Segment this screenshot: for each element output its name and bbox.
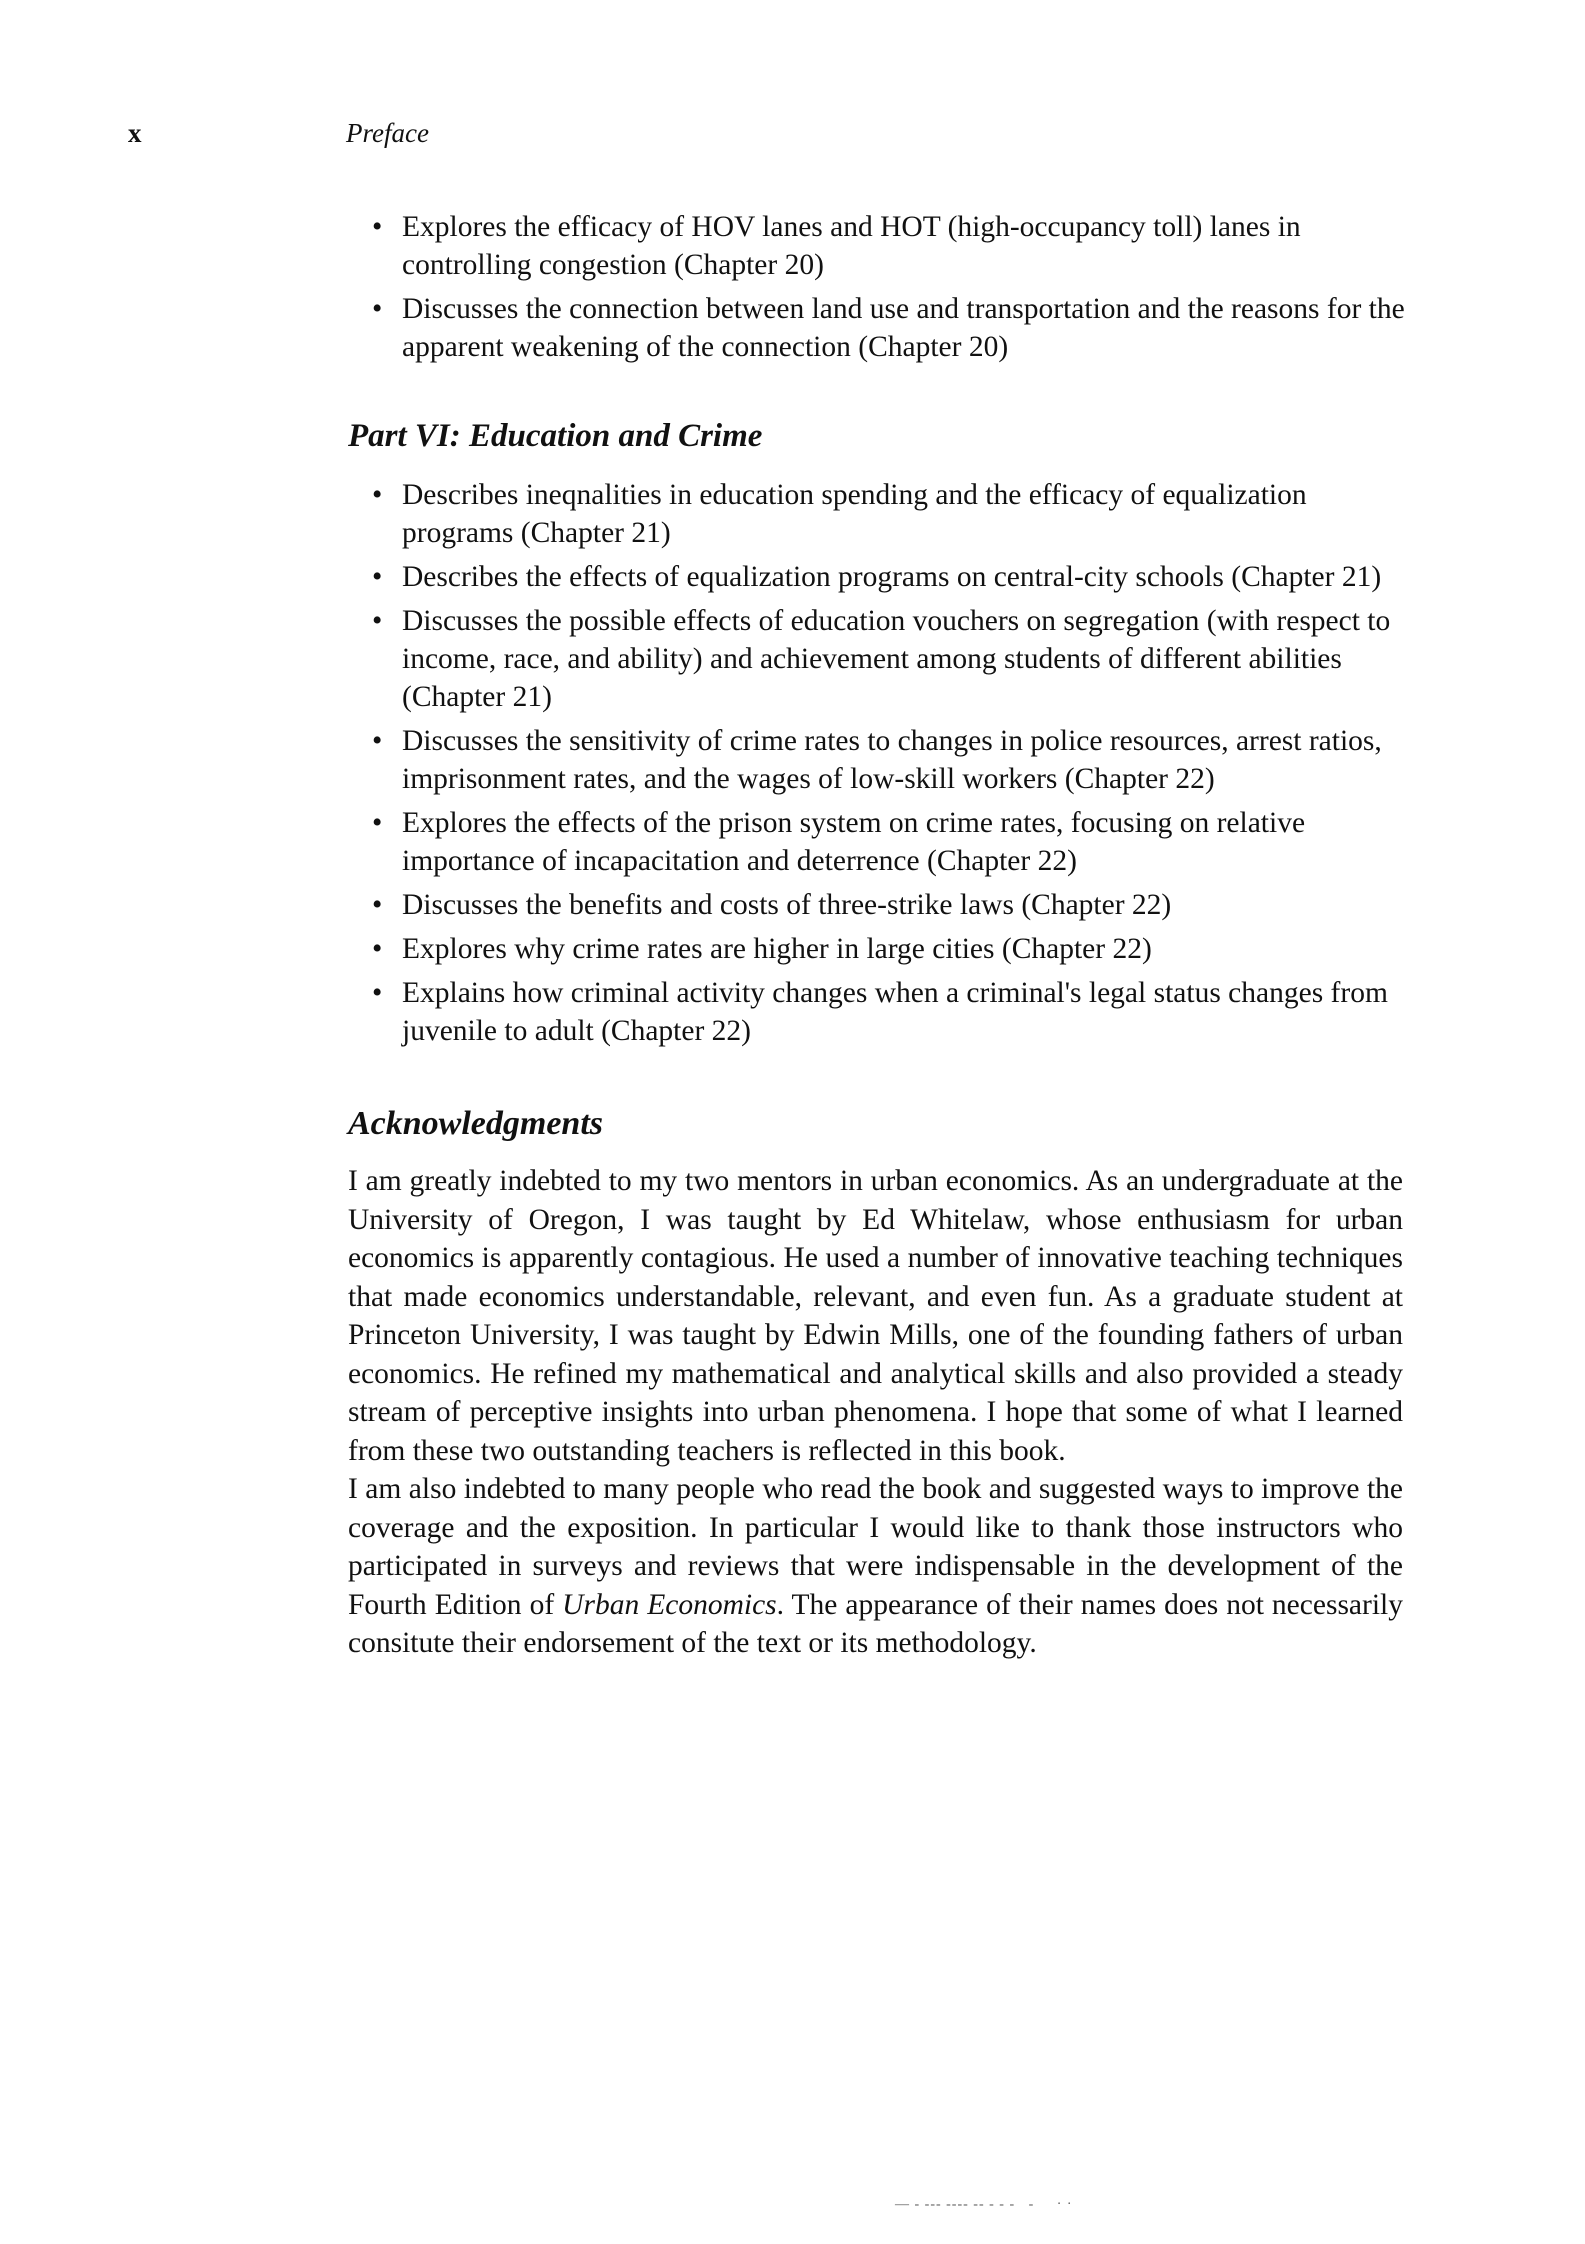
page-content: [348, 208, 1414, 1663]
list-item: • Explores the efficacy of HOV lanes and HOT (high-occupancy toll) lanes in controlling congestion (Chapter 20): [372, 208, 1414, 284]
list-item: • Explores why crime rates are higher in large cities (Chapter 22): [372, 930, 1414, 968]
section-heading-acknowledgments: Acknowledgments: [348, 1105, 604, 1142]
book-title: Urban Economics: [562, 1588, 777, 1621]
scan-artifact-mark: — ‐ ‐‐‐ ‐‐‐‐ ‐‐ ‐ ‐ ‐ ‐ · ·: [895, 2197, 1073, 2212]
bullet-icon: •: [372, 807, 383, 839]
bullet-icon: •: [372, 293, 383, 325]
acknowledgments-paragraph-2: I am also indebted to many people who read the book and suggested ways to improve the coverage and the exposition. In particular I would like to thank those instructors who participated in surveys and reviews that were indispensable in the development of the Fourth Edition of Urban Economics. The appearance of their names does not necessarily consitute their endorsement of the text or its methodology.: [348, 1473, 1403, 1659]
bullet-icon: •: [372, 725, 383, 757]
bullet-icon: •: [372, 211, 383, 243]
running-head: Preface: [346, 118, 429, 148]
bullet-icon: •: [372, 933, 383, 965]
list-item: • Discusses the sensitivity of crime rates to changes in police resources, arrest ratios, imprisonment rates, and the wages of low-skill workers (Chapter 22): [372, 722, 1414, 798]
list-item: • Discusses the possible effects of education vouchers on segregation (with respect to income, race, and ability) and achievement among students of different abilities (Chapter 21): [372, 602, 1414, 716]
list-item: • Discusses the connection between land use and transportation and the reasons for the apparent weakening of the connection (Chapter 20): [372, 290, 1414, 366]
page-number: x: [128, 118, 142, 148]
bullet-icon: •: [372, 889, 383, 921]
section-heading-part-vi: Part VI: Education and Crime: [348, 418, 763, 454]
part-vi-bullet-list: [372, 476, 1414, 1050]
list-item: • Explains how criminal activity changes when a criminal's legal status changes from juvenile to adult (Chapter 22): [372, 974, 1414, 1050]
bullet-icon: •: [372, 479, 383, 511]
intro-bullet-list: [372, 208, 1414, 366]
list-item: • Describes the effects of equalization programs on central-city schools (Chapter 21): [372, 558, 1414, 596]
bullet-icon: •: [372, 605, 383, 637]
list-item: • Discusses the benefits and costs of three-strike laws (Chapter 22): [372, 886, 1414, 924]
bullet-icon: •: [372, 561, 383, 593]
list-item: • Explores the effects of the prison system on crime rates, focusing on relative importance of incapacitation and deterrence (Chapter 22): [372, 804, 1414, 880]
list-item: • Describes ineqnalities in education spending and the efficacy of equalization programs (Chapter 21): [372, 476, 1414, 552]
acknowledgments-paragraph-1: I am greatly indebted to my two mentors in urban economics. As an undergraduate at the University of Oregon, I was taught by Ed Whitelaw, whose enthusiasm for urban economics is apparently contagious. He used a number of innovative teaching techniques that made economics understandable, relevant, and even fun. As a graduate student at Princeton University, I was taught by Edwin Mills, one of the founding fathers of urban economics. He refined my mathematical and analytical skills and also provided a steady stream of perceptive insights into urban phenomena. I hope that some of what I learned from these two outstanding teachers is reflected in this book.: [348, 1165, 1403, 1467]
bullet-icon: •: [372, 977, 383, 1009]
